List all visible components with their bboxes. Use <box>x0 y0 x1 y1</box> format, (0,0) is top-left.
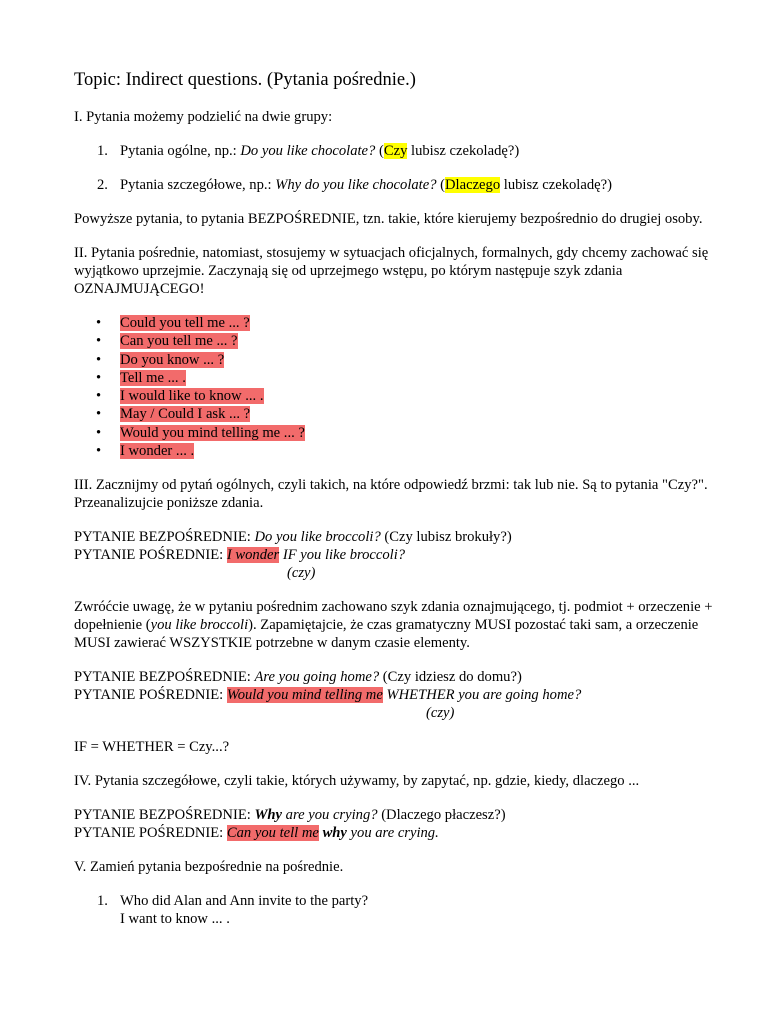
exercise-list <box>74 892 714 928</box>
section-1-intro: I. Pytania możemy podzielić na dwie grupy: <box>74 109 333 125</box>
list-item <box>74 142 714 160</box>
indirect-question: you are crying. <box>346 825 439 842</box>
indirect-question-line <box>74 546 714 564</box>
bullet-icon: • <box>96 369 102 386</box>
example-question: Do you like chocolate? <box>240 143 376 159</box>
translation-text: lubisz czekoladę?) <box>500 177 612 193</box>
bullet-icon: • <box>96 333 102 350</box>
list-number: 1. <box>97 893 108 910</box>
highlighted-word: Dlaczego <box>445 177 501 193</box>
translation-text: (Czy lubisz brokuły?) <box>380 529 512 546</box>
polite-phrases-list <box>74 314 714 460</box>
list-item <box>74 176 714 194</box>
section-1-note: Powyższe pytania, to pytania BEZPOŚREDNIE, tzn. takie, które kierujemy bezpośrednio do drugiej osoby. <box>74 211 703 227</box>
highlighted-word: Czy <box>383 143 408 159</box>
list-item <box>74 442 714 460</box>
question-word: why <box>322 825 347 842</box>
section-2-intro: II. Pytania pośrednie, natomiast, stosujemy w sytuacjach oficjalnych, formalnych, gdy chcemy zachować się wyjątkowo uprzejmie. Zaczynają się od uprzejmego wstępu, po którym następuje szyk zdania OZNAJMUJĄCEGO! <box>74 245 709 297</box>
direct-question: Do you like broccoli? <box>254 529 381 546</box>
exercise-question: Who did Alan and Ann invite to the party? <box>120 893 369 910</box>
paren-open: ( <box>375 143 384 159</box>
note-text: ). Zapamiętajcie, że czas gramatyczny MUSI pozostać taki sam, a orzeczenie MUSI zawierać WSZYSTKIE potrzebne w danym czasie elementy. <box>74 617 699 652</box>
indirect-question-line <box>74 686 714 704</box>
polite-phrase: Would you mind telling me <box>226 687 383 704</box>
translation-text: (Dlaczego płaczesz?) <box>377 807 506 824</box>
section-3-intro: III. Zacznijmy od pytań ogólnych, czyli takich, na które odpowiedź brzmi: tak lub nie. Są to pytania "Czy?". <box>74 477 708 494</box>
paren-open: ( <box>436 177 446 193</box>
section-3-analyze: Przeanalizujcie poniższe zdania. <box>74 495 264 512</box>
polite-phrase: I wonder ... . <box>120 443 195 460</box>
list-item-text: Pytania szczegółowe, np.: <box>120 177 276 193</box>
polite-phrase: I would like to know ... . <box>120 388 264 405</box>
polite-phrase: Can you tell me <box>226 825 319 842</box>
section-4-intro: IV. Pytania szczegółowe, czyli takie, których używamy, by zapytać, np. gdzie, kiedy, dlaczego ... <box>74 773 640 790</box>
polite-phrase: Would you mind telling me ... ? <box>120 424 305 441</box>
direct-question-line <box>74 528 714 546</box>
list-number: 1. <box>97 143 108 159</box>
indirect-label: PYTANIE POŚREDNIE: <box>74 547 227 564</box>
czy-annotation: (czy) <box>426 705 455 722</box>
list-item <box>74 387 714 405</box>
list-number: 2. <box>97 177 108 193</box>
list-item <box>74 424 714 442</box>
list-item <box>74 314 714 332</box>
note-text: Zwróćcie uwagę, że w pytaniu pośrednim zachowano szyk zdania oznajmującego, tj. podmiot + orzeczenie + dopełnienie ( <box>74 599 713 634</box>
indirect-question: WHETHER you are going home? <box>382 687 582 704</box>
direct-label: PYTANIE BEZPOŚREDNIE: <box>74 529 255 546</box>
direct-question-line <box>74 668 714 686</box>
list-item <box>74 405 714 423</box>
indirect-question-line <box>74 824 714 842</box>
translation-text: (Czy idziesz do domu?) <box>379 669 522 686</box>
polite-phrase: May / Could I ask ... ? <box>120 406 251 423</box>
exercise-prompt: I want to know ... . <box>120 911 230 928</box>
list-item <box>74 351 714 369</box>
list-item <box>74 892 714 928</box>
direct-label: PYTANIE BEZPOŚREDNIE: <box>74 669 255 686</box>
question-word: Why <box>254 807 283 824</box>
indirect-label: PYTANIE POŚREDNIE: <box>74 825 227 842</box>
bullet-icon: • <box>96 406 102 423</box>
bullet-icon: • <box>96 351 102 368</box>
question-types-list <box>74 142 714 194</box>
direct-question: Are you going home? <box>254 669 380 686</box>
polite-phrase: Tell me ... . <box>120 369 186 386</box>
bullet-icon: • <box>96 443 102 460</box>
note-example: you like broccoli <box>150 617 249 634</box>
section-3-note <box>74 598 714 652</box>
direct-label: PYTANIE BEZPOŚREDNIE: <box>74 807 255 824</box>
bullet-icon: • <box>96 315 102 331</box>
bullet-icon: • <box>96 424 102 441</box>
polite-phrase: Could you tell me ... ? <box>120 315 250 331</box>
equation-line: IF = WHETHER = Czy...? <box>74 739 230 756</box>
translation-text: lubisz czekoladę?) <box>407 143 520 159</box>
list-item-text: Pytania ogólne, np.: <box>120 143 241 159</box>
page-title: Topic: Indirect questions. (Pytania pośrednie.) <box>74 70 416 90</box>
indirect-question: IF you like broccoli? <box>279 547 406 564</box>
list-item <box>74 332 714 350</box>
polite-phrase: Can you tell me ... ? <box>120 333 238 350</box>
section-5-intro: V. Zamień pytania bezpośrednie na pośrednie. <box>74 859 344 876</box>
direct-question-line <box>74 806 714 824</box>
indirect-label: PYTANIE POŚREDNIE: <box>74 687 227 704</box>
list-item <box>74 369 714 387</box>
example-question: Why do you like chocolate? <box>275 177 437 193</box>
polite-phrase: I wonder <box>226 547 280 564</box>
czy-annotation: (czy) <box>287 565 316 582</box>
bullet-icon: • <box>96 388 102 405</box>
document-page <box>74 68 714 928</box>
direct-question: are you crying? <box>282 807 378 824</box>
polite-phrase: Do you know ... ? <box>120 351 225 368</box>
